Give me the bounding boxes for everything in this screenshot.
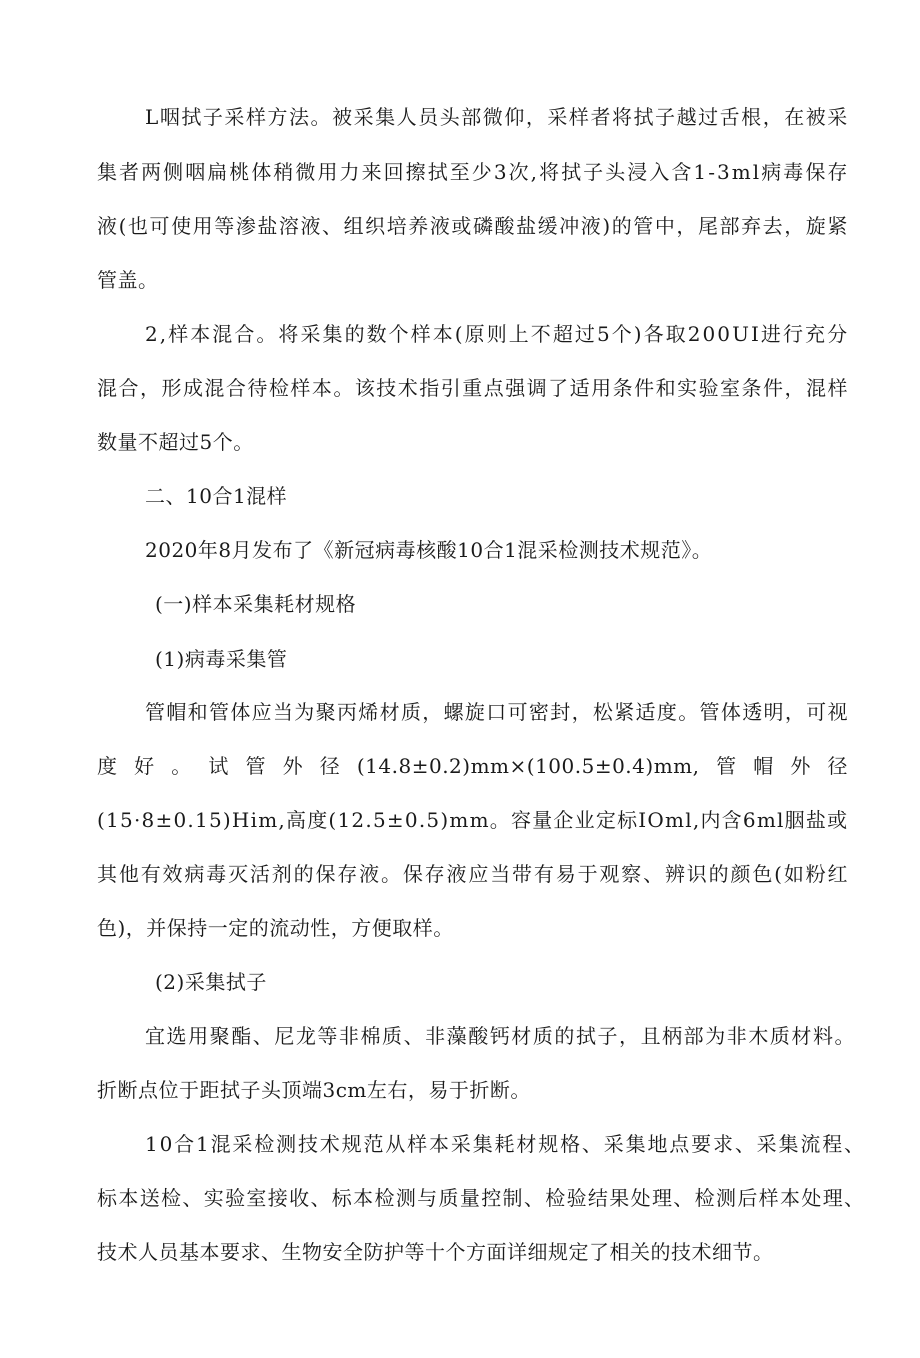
paragraph-line: 液 ( 也 可 使 用 等 渗 盐 溶 液 、 组 织 培 养 液 或 磷 酸 盐 缓 冲 液 ) 的 管 中 ， 尾 部 弃 去 ， 旋 紧 bbox=[97, 214, 848, 238]
text-fragment: 管 bbox=[245, 754, 266, 778]
text-fragment: 外 bbox=[790, 754, 811, 778]
paragraph-line: 集 者 两 侧 咽 扁 桃 体 稍 微 用 力 来 回 擦 拭 至 少 3 次 , 将 拭 子 头 浸 入 含 1 - 3 m l 病 毒 保 存 bbox=[97, 160, 848, 184]
section-heading: 二、10合1混样 bbox=[145, 484, 288, 508]
text-fragment: 管 bbox=[716, 754, 737, 778]
subsection-heading: (2)采集拭子 bbox=[155, 970, 267, 994]
paragraph-line: ( 1 5 · 8 ± 0 . 1 5 ) H i m , 高 度 ( 1 2 . 5 ± 0 . 5 ) m m 。 容 量 企 业 定 标 I O m l , 内 含 6 m l 胭 盐 或 bbox=[97, 808, 848, 832]
paragraph-line: 2020年8月发布了《新冠病毒核酸10合1混采检测技术规范》。 bbox=[145, 538, 713, 562]
text-fragment: 试 bbox=[208, 754, 229, 778]
text-fragment: 径 bbox=[827, 754, 848, 778]
paragraph-line: 技术人员基本要求、生物安全防护等十个方面详细规定了相关的技术细节。 bbox=[97, 1240, 774, 1264]
text-fragment: 帽 bbox=[753, 754, 774, 778]
text-fragment: 外 bbox=[282, 754, 304, 778]
text-fragment: 。 bbox=[171, 754, 192, 778]
subsection-heading: (一)样本采集耗材规格 bbox=[155, 592, 357, 616]
paragraph-line: 色)，并保持一定的流动性，方便取样。 bbox=[97, 916, 454, 940]
paragraph-line: 其 他 有 效 病 毒 灭 活 剂 的 保 存 液 。 保 存 液 应 当 带 有 易 于 观 察 、 辨 识 的 颜 色 ( 如 粉 红 bbox=[97, 862, 848, 886]
paragraph-line: 管盖。 bbox=[97, 268, 159, 292]
paragraph-line: 折断点位于距拭子头顶端3cm左右，易于折断。 bbox=[97, 1078, 531, 1102]
text-fragment: 度 bbox=[97, 754, 118, 778]
spaced-paragraph-line bbox=[97, 752, 848, 780]
paragraph-line: 管 帽 和 管 体 应 当 为 聚 丙 烯 材 质 ， 螺 旋 口 可 密 封 ， 松 紧 适 度 。 管 体 透 明 ， 可 视 bbox=[145, 700, 848, 724]
paragraph-line: 宜 选 用 聚 酯 、 尼 龙 等 非 棉 质 、 非 藻 酸 钙 材 质 的 拭 子 ， 且 柄 部 为 非 木 质 材 料 。 bbox=[145, 1024, 855, 1048]
paragraph-line: L 咽 拭 子 采 样 方 法 。 被 采 集 人 员 头 部 微 仰 ， 采 样 者 将 拭 子 越 过 舌 根 ， 在 被 采 bbox=[145, 105, 848, 129]
text-fragment: 径 bbox=[319, 754, 341, 778]
paragraph-line: 数量不超过5个。 bbox=[97, 430, 254, 454]
subsection-heading: (1)病毒采集管 bbox=[155, 647, 288, 671]
paragraph-line: 标 本 送 检 、 实 验 室 接 收 、 标 本 检 测 与 质 量 控 制 、 检 验 结 果 处 理 、 检 测 后 样 本 处 理 、 bbox=[97, 1186, 865, 1210]
text-fragment: 好 bbox=[134, 754, 155, 778]
text-fragment: (14.8±0.2)mm×(100.5±0.4)mm, bbox=[356, 754, 700, 778]
paragraph-line: 混 合 ， 形 成 混 合 待 检 样 本 。 该 技 术 指 引 重 点 强 调 了 适 用 条 件 和 实 验 室 条 件 ， 混 样 bbox=[97, 376, 848, 400]
paragraph-line: 2 , 样 本 混 合 。 将 采 集 的 数 个 样 本 ( 原 则 上 不 超 过 5 个 ) 各 取 2 0 0 U I 进 行 充 分 bbox=[145, 322, 848, 346]
paragraph-line: 1 0 合 1 混 采 检 测 技 术 规 范 从 样 本 采 集 耗 材 规 格 、 采 集 地 点 要 求 、 采 集 流 程 、 bbox=[145, 1132, 865, 1156]
